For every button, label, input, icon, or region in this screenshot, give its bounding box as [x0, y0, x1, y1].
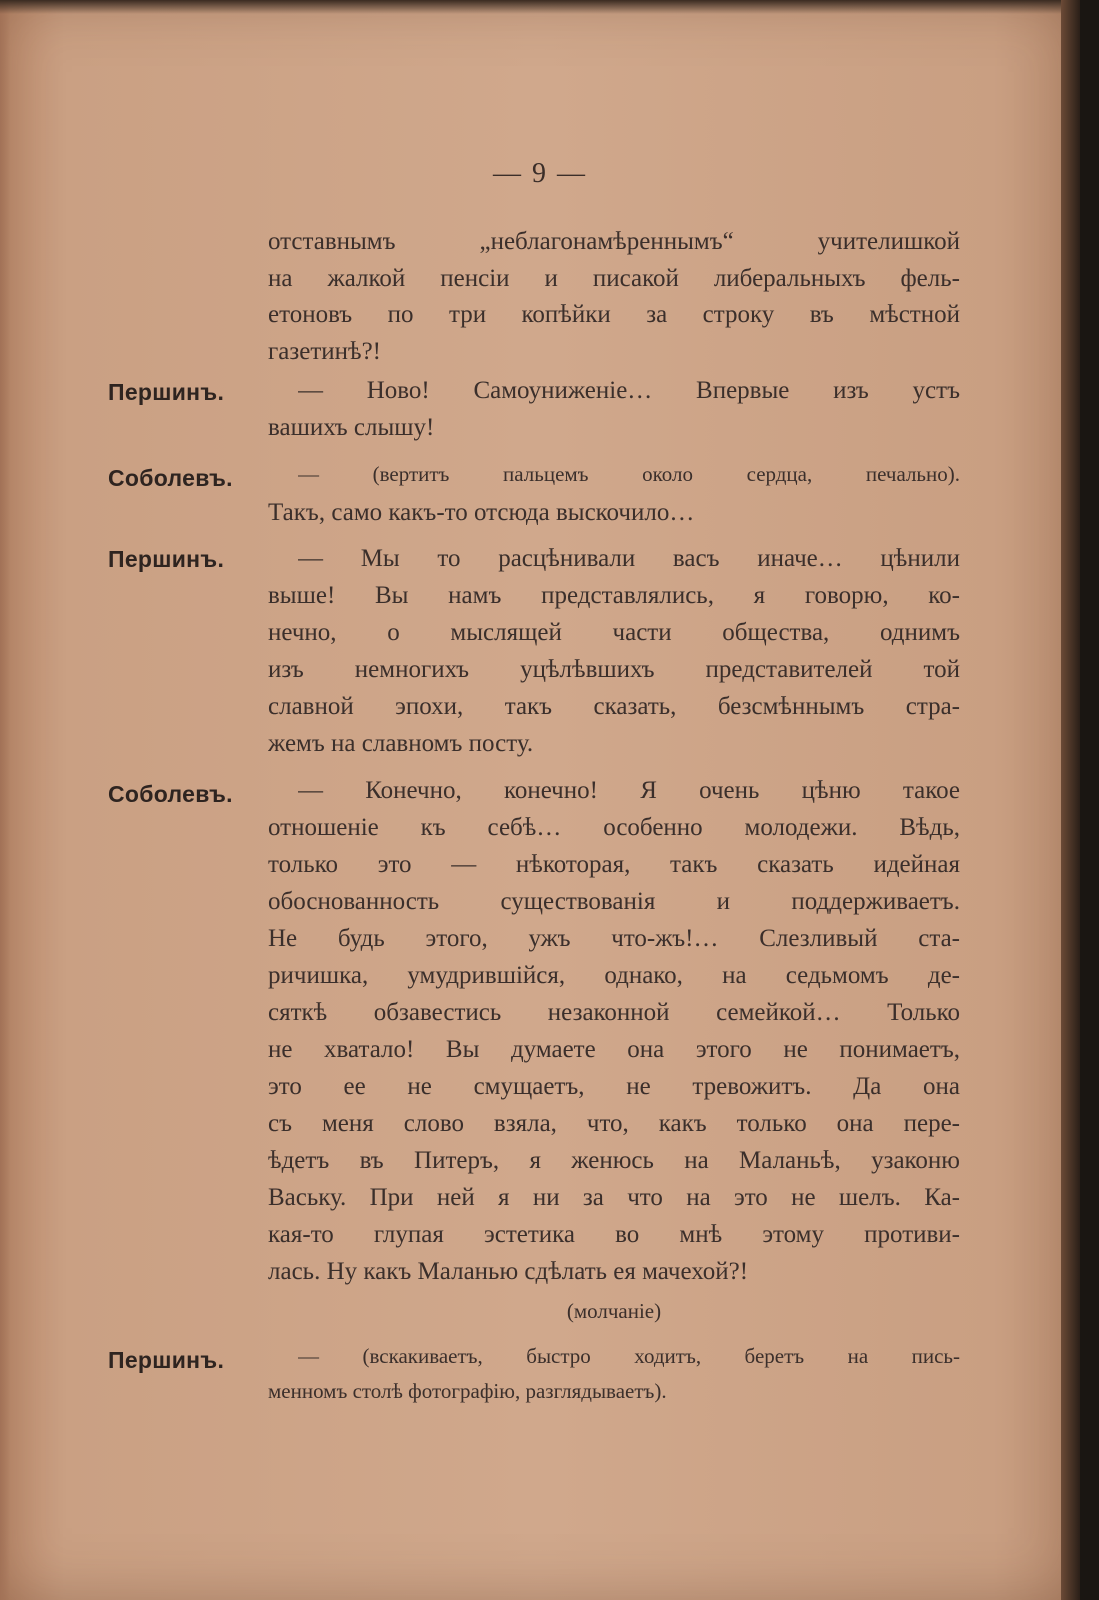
text-line: не хватало! Вы думаете она этого не понимаетъ, — [268, 1036, 960, 1063]
text-line: Такъ, само какъ-то отсюда выскочило… — [268, 499, 695, 526]
text-line: вашихъ слышу! — [268, 414, 435, 441]
speaker-label: Соболевъ. — [108, 781, 233, 807]
page-left-edge — [0, 0, 10, 1600]
page-top-shadow — [0, 0, 1080, 14]
text-line: отношеніе къ себѣ… особенно молодежи. Вѣдь, — [268, 814, 960, 841]
stage-direction: (молчаніе) — [566, 1299, 662, 1323]
text-line: только это — нѣкоторая, такъ сказать идейная — [268, 851, 960, 878]
text-line: выше! Вы намъ представлялись, я говорю, ко- — [268, 582, 960, 609]
text-line: сяткѣ обзавестись незаконной семейкой… Только — [268, 999, 960, 1026]
text-line: Не будь этого, ужъ что-жъ!… Слезливый ста- — [268, 925, 960, 952]
stage-direction: — (вертитъ пальцемъ около сердца, печально). — [298, 462, 960, 486]
text-line: обоснованность существованія и поддерживаетъ. — [268, 888, 960, 915]
text-line: славной эпохи, такъ сказать, безсмѣннымъ стра- — [268, 693, 960, 720]
text-line: нечно, о мыслящей части общества, однимъ — [268, 619, 960, 646]
text-line: Ваську. При ней я ни за что на это не шелъ. Ка- — [268, 1184, 960, 1211]
stage-direction: — (вскакиваетъ, быстро ходитъ, беретъ на пись- — [298, 1344, 960, 1368]
stage-direction: менномъ столѣ фотографію, разглядываетъ). — [268, 1379, 667, 1403]
speaker-label: Першинъ. — [108, 546, 225, 572]
text-line: жемъ на славномъ посту. — [268, 730, 534, 757]
text-line: отставнымъ „неблагонамѣреннымъ“ учителишкой — [268, 228, 960, 255]
page-number: — 9 — — [493, 158, 587, 189]
text-line: — Конечно, конечно! Я очень цѣню такое — [298, 777, 960, 804]
text-line: газетинѣ?! — [268, 338, 382, 365]
text-line: это ее не смущаетъ, не тревожитъ. Да она — [268, 1073, 960, 1100]
text-line: ричишка, умудрившійся, однако, на седьмомъ де- — [268, 962, 960, 989]
text-line: съ меня слово взяла, что, какъ только она пере- — [268, 1110, 960, 1137]
text-line: — Ново! Самоуниженіе… Впервые изъ устъ — [298, 377, 960, 404]
speaker-label: Першинъ. — [108, 379, 225, 405]
text-line: изъ немногихъ уцѣлѣвшихъ представителей той — [268, 656, 960, 683]
text-line: етоновъ по три копѣйки за строку въ мѣстной — [268, 301, 960, 328]
text-line: лась. Ну какъ Маланью сдѣлать ея мачехой?! — [268, 1258, 749, 1285]
text-line: кая-то глупая эстетика во мнѣ этому противи- — [268, 1221, 960, 1248]
text-line: — Мы то расцѣнивали васъ иначе… цѣнили — [298, 545, 960, 572]
text-line: ѣдетъ въ Питеръ, я женюсь на Маланьѣ, узаконю — [268, 1147, 960, 1174]
text-line: на жалкой пенсіи и писакой либеральныхъ фель- — [268, 265, 960, 292]
page-right-edge — [1061, 0, 1080, 1600]
speaker-label: Соболевъ. — [108, 465, 233, 491]
speaker-label: Першинъ. — [108, 1347, 225, 1373]
